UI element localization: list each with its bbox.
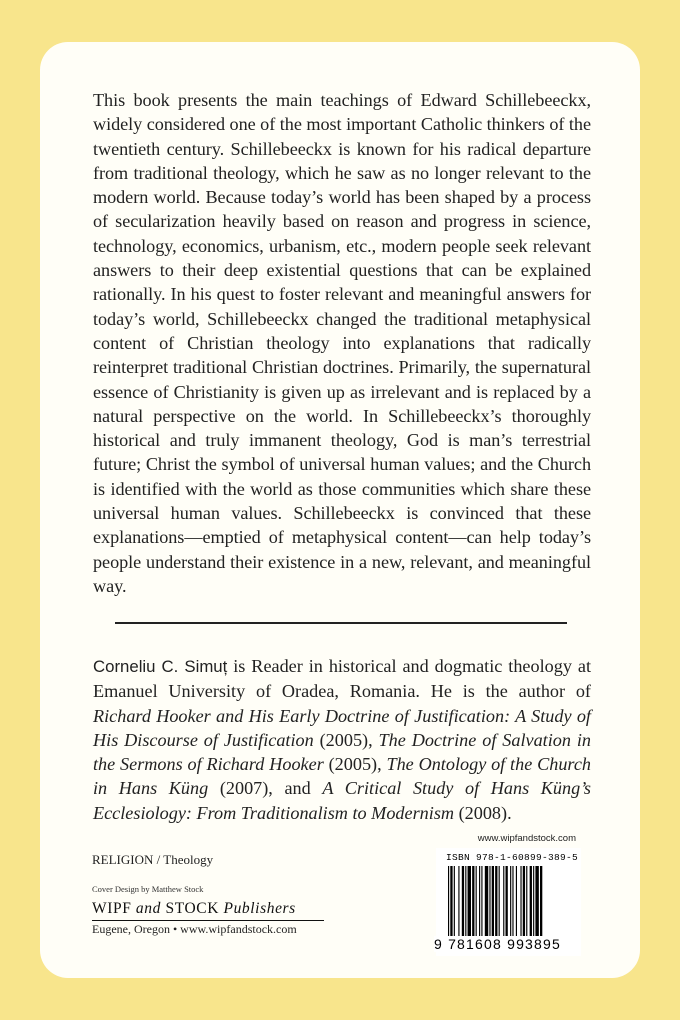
barcode-bar <box>516 866 517 938</box>
publisher-rule <box>92 920 324 921</box>
barcode-bar <box>468 866 471 938</box>
barcode-bar <box>476 866 477 938</box>
description-text: This book presents the main teachings of Edward Schillebeeckx, widely considered one of the most important Catholic thinkers of the twentieth century. Schillebeeckx is known for his radical departure from traditional theology, which he saw as no longer relevant to the modern world. Because today’s world has been shaped by a process of secularization heavily based on reason and progress in science, technology, economics, urbanism, etc., modern people seek relevant answers to their deep existential questions that can be explained rationally. In his quest to foster relevant and meaningful answers for today’s world, Schillebeeckx changed the traditional metaphysical content of Christian theology into explanations that radically reinterpret traditional Christian doctrines. Primarily, the supernatural essence of Christianity is given up as irrelevant and is replaced by a natural perspective on the world. In Schillebeeckx’s thoroughly historical and truly immanent theology, God is man’s terrestrial future; Christ the symbol of universal human values; and the Church is identified with the world as those communities which share these universal human values. Schillebeeckx is convinced that these explanations—emptied of metaphysical content—can help today’s people understand their existence in a new, relevant, and meaningful way. <box>93 90 591 596</box>
barcode-bar <box>450 866 452 938</box>
barcode-bar <box>533 866 534 938</box>
barcode-bar <box>520 866 521 938</box>
publisher-address: Eugene, Oregon • www.wipfandstock.com <box>92 922 297 936</box>
barcode-bar <box>481 866 482 938</box>
barcode-bar <box>485 866 488 938</box>
barcode-bar <box>472 866 474 938</box>
barcode-bar <box>454 866 455 938</box>
publisher-name-part: STOCK <box>165 900 220 917</box>
author-name: Corneliu C. Simuț <box>93 657 228 676</box>
bio-text: (2007), and <box>208 778 323 799</box>
book-description <box>93 88 591 598</box>
barcode-bar <box>540 866 542 938</box>
publisher-name-part: Publishers <box>223 900 296 917</box>
book-title: The Ontology of the Church in Hans Küng <box>93 754 591 799</box>
category-label: RELIGION / Theology <box>92 852 214 867</box>
barcode-bar <box>503 866 504 938</box>
divider-line <box>115 622 567 624</box>
barcode-bar <box>489 866 490 938</box>
cover-design-credit: Cover Design by Matthew Stock <box>92 884 204 894</box>
barcode-bar <box>448 866 449 938</box>
book-title: Richard Hooker and His Early Doctrine of Justification: A Study of His Discourse of Justification <box>93 705 591 750</box>
barcode-bar <box>526 866 527 938</box>
barcode-bar <box>535 866 538 938</box>
barcode-bar <box>523 866 525 938</box>
barcode-bar <box>492 866 494 938</box>
bio-text: (2008). <box>454 802 512 823</box>
barcode-bar <box>530 866 532 938</box>
publisher-logo <box>92 900 296 918</box>
book-title: The Doctrine of Salvation in the Sermons of Richard Hooker <box>93 729 591 775</box>
publisher-website: www.wipfandstock.com <box>477 833 576 844</box>
author-bio <box>93 654 591 825</box>
barcode-bar <box>510 866 511 938</box>
barcode-bar <box>458 866 459 938</box>
publisher-name-part: and <box>135 900 161 917</box>
barcode-bar <box>512 866 513 938</box>
book-title: A Critical Study of Hans Küng’s Ecclesiology: From Traditionalism to Modernism <box>93 778 591 823</box>
bio-text: (2005), <box>313 729 379 750</box>
barcode-digits: 9 781608 993895 <box>434 936 580 952</box>
isbn-number: ISBN 978-1-60899-389-5 <box>446 852 579 863</box>
barcode-bar <box>499 866 500 938</box>
barcode-bar <box>462 866 464 938</box>
bio-text: (2005), <box>323 754 387 775</box>
barcode-bar <box>479 866 480 938</box>
bio-text: is Reader in historical and dogmatic theology at Emanuel University of Oradea, Romania. He is the author of <box>93 656 592 702</box>
barcode-bar <box>495 866 497 938</box>
barcode-icon <box>446 866 580 938</box>
publisher-name-part: WIPF <box>92 900 132 917</box>
barcode-bar <box>465 866 466 938</box>
barcode-bar <box>506 866 508 938</box>
